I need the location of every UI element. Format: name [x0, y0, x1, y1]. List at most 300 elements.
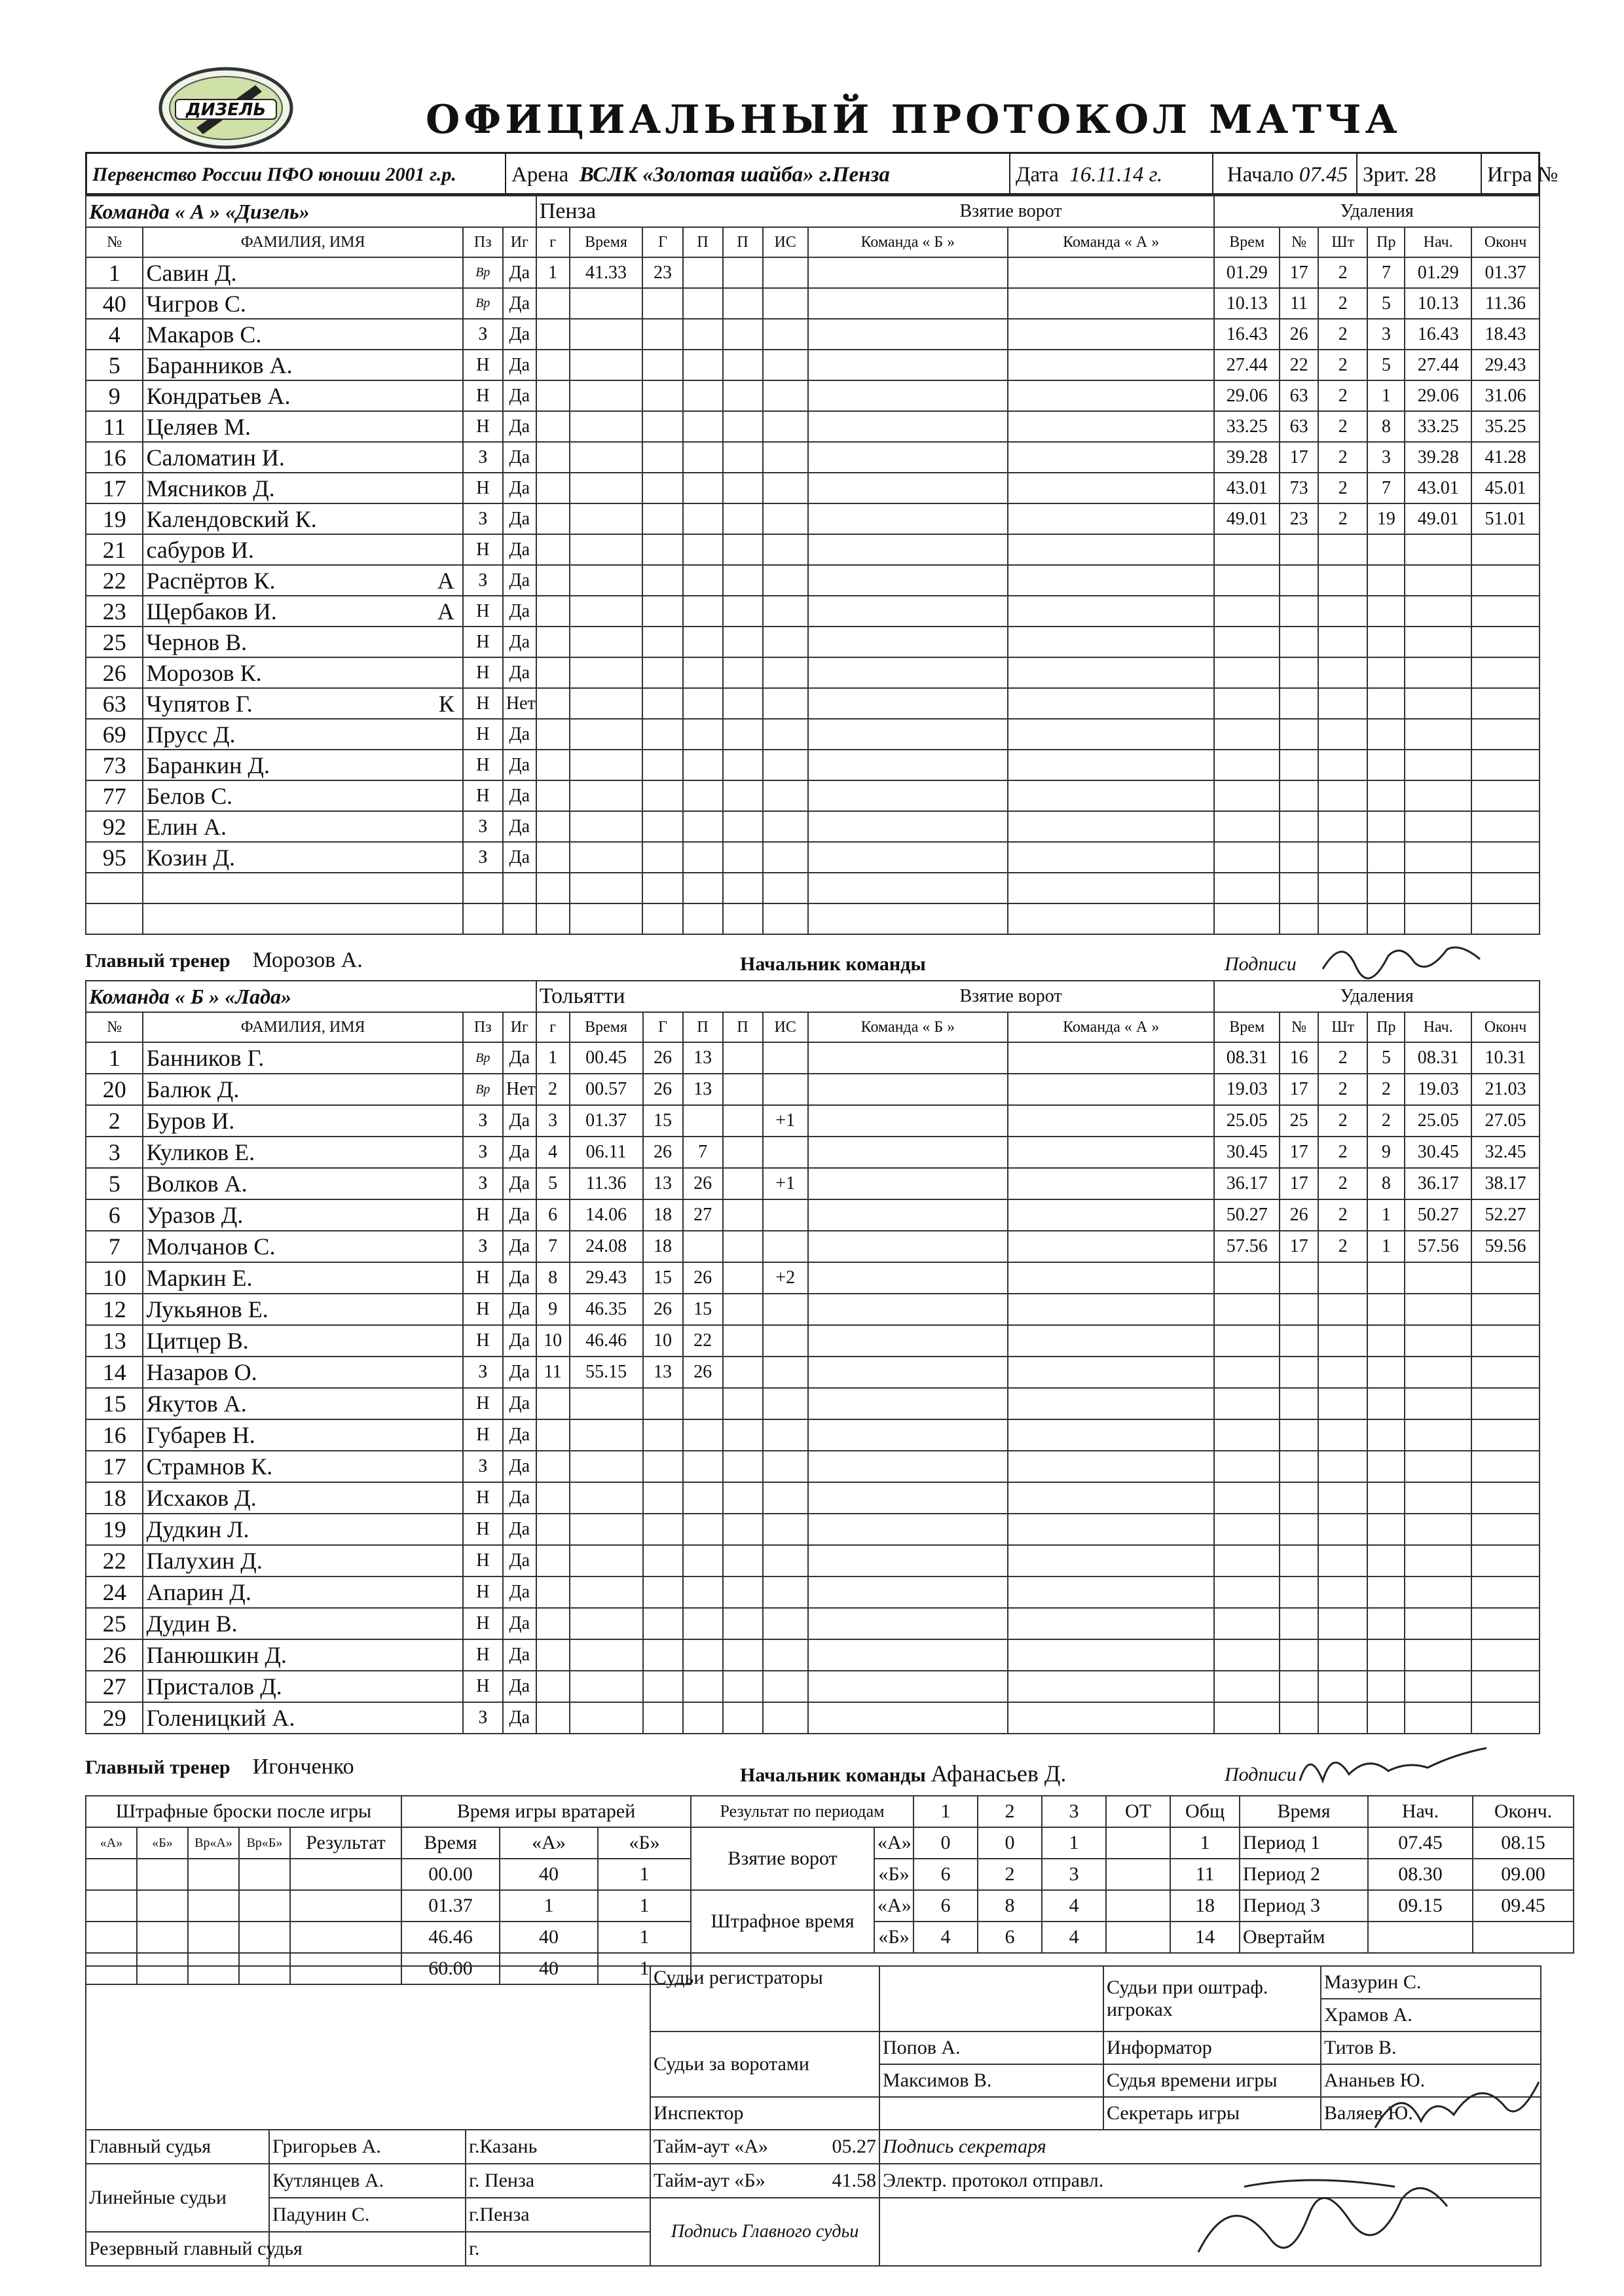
opp-b-cell: [808, 473, 1008, 503]
team-a-player-row: [86, 442, 1540, 473]
player-name: [143, 503, 462, 534]
penalty-no: 73: [1280, 473, 1318, 503]
penalty-start: [1405, 719, 1471, 750]
goal-is: [763, 1042, 808, 1074]
player-played: Да: [503, 657, 536, 688]
penalty-reason: [1367, 1608, 1405, 1639]
goal-p1: [683, 1231, 723, 1262]
goal-p1: [683, 534, 723, 565]
penalty-time: [1214, 1419, 1280, 1451]
penalty-min: [1318, 719, 1367, 750]
period-value: 4: [1042, 1922, 1106, 1953]
goal-is: [763, 350, 808, 380]
goal-g: [536, 750, 570, 780]
goal-g: [643, 1608, 683, 1639]
opp-a-cell: [1008, 1137, 1214, 1168]
penalty-start: 29.06: [1405, 380, 1471, 411]
penalty-min: [1318, 1451, 1367, 1482]
penalty-time: [1214, 657, 1280, 688]
penalty-end: 35.25: [1471, 411, 1540, 442]
player-name: [143, 688, 462, 719]
penalty-reason: [1367, 1576, 1405, 1608]
shootout-cell: [290, 1890, 401, 1922]
player-name-text: Губарев Н.: [146, 1422, 255, 1448]
penalty-reason: [1367, 1388, 1405, 1419]
penalty-min: 2: [1318, 442, 1367, 473]
goal-time: [570, 1545, 643, 1576]
player-played: Да: [503, 1545, 536, 1576]
goal-p1: 26: [683, 1262, 723, 1294]
team-a-signature: [1316, 930, 1486, 982]
goal-g: [536, 350, 570, 380]
penalty-start: [1405, 1482, 1471, 1514]
arena-cell: [506, 154, 1010, 193]
goal-p2: [723, 1325, 763, 1357]
penalty-end: [1471, 780, 1540, 811]
team-b-player-row: [86, 1608, 1540, 1639]
penalty-no: [1280, 873, 1318, 903]
player-number: 1: [86, 1042, 143, 1074]
goalie-time: 60.00: [401, 1953, 500, 1984]
goal-g: [642, 350, 682, 380]
team-b-table: [85, 980, 1540, 1734]
player-number: 14: [86, 1357, 143, 1388]
goal-g: 8: [536, 1262, 570, 1294]
player-position: Н: [463, 380, 503, 411]
team-b-player-row: [86, 1514, 1540, 1545]
player-played: Да: [503, 1231, 536, 1262]
goal-is: [763, 257, 808, 288]
opp-a-cell: [1008, 503, 1214, 534]
player-number: 22: [86, 1545, 143, 1576]
penalty-end: 51.01: [1471, 503, 1540, 534]
team-b-header-9: ИС: [763, 1012, 808, 1042]
shootout-cell: [290, 1922, 401, 1953]
periods-title: Результат по периодам: [691, 1796, 913, 1827]
penalty-min: [1318, 1482, 1367, 1514]
opp-b-cell: [808, 442, 1008, 473]
penalty-no: [1280, 596, 1318, 627]
timeout-b-label: [650, 2164, 879, 2198]
team-b-manager-line: [740, 1760, 1066, 1787]
opp-a-cell: [1008, 1105, 1214, 1137]
opp-b-cell: [808, 1231, 1008, 1262]
team-a-pen-title: Удаления: [1214, 196, 1540, 227]
times-col-2: Оконч.: [1473, 1796, 1574, 1827]
time-label: Период 3: [1240, 1890, 1368, 1922]
player-name: [143, 1451, 462, 1482]
goal-g: 2: [536, 1074, 570, 1105]
penalty-reason: 5: [1367, 350, 1405, 380]
goal-time: [570, 503, 643, 534]
player-played: Да: [503, 1514, 536, 1545]
opp-a-cell: [1008, 1325, 1214, 1357]
penalty-start: [1405, 627, 1471, 657]
period-value: 2: [978, 1859, 1042, 1890]
penalty-no: 17: [1280, 1074, 1318, 1105]
opp-b-cell: [808, 750, 1008, 780]
summary-table: [85, 1795, 1574, 1985]
goal-g: [536, 780, 570, 811]
player-number: 73: [86, 750, 143, 780]
player-name-text: Календовский К.: [146, 505, 317, 532]
penalty-start: 57.56: [1405, 1231, 1471, 1262]
goal-p1: 13: [683, 1042, 723, 1074]
goal-time: [570, 411, 643, 442]
time-label: Овертайм: [1240, 1922, 1368, 1953]
times-col-0: Время: [1240, 1796, 1368, 1827]
goal-p1: [683, 903, 723, 934]
player-name-text: Лукьянов Е.: [146, 1296, 268, 1322]
team-a-player-row: [86, 503, 1540, 534]
player-number: 18: [86, 1482, 143, 1514]
head-ref: Григорьев А.: [269, 2130, 466, 2164]
goal-p1: [683, 257, 723, 288]
player-number: 25: [86, 1608, 143, 1639]
penalty-time: 29.06: [1214, 380, 1280, 411]
penalty-time: 43.01: [1214, 473, 1280, 503]
player-number: 17: [86, 1451, 143, 1482]
penalty-reason: [1367, 811, 1405, 842]
opp-b-cell: [808, 319, 1008, 350]
player-position: Н: [463, 411, 503, 442]
goal-time: [570, 1576, 643, 1608]
reserve-ref-city: г.: [466, 2232, 650, 2266]
goal-g: [536, 1514, 570, 1545]
player-played: Да: [503, 780, 536, 811]
goal-p2: [723, 319, 763, 350]
player-position: Н: [463, 1262, 503, 1294]
opp-b-cell: [808, 350, 1008, 380]
player-number: 21: [86, 534, 143, 565]
penalty-time: [1214, 596, 1280, 627]
player-name: [143, 657, 462, 688]
player-name-text: Панюшкин Д.: [146, 1642, 287, 1668]
goal-is: [763, 1608, 808, 1639]
penalty-time: [1214, 780, 1280, 811]
opp-a-cell: [1008, 627, 1214, 657]
linesmen-label: Линейные судьи: [86, 2164, 269, 2232]
goal-p2: [723, 503, 763, 534]
team-b-header-10: Команда « Б »: [808, 1012, 1008, 1042]
goal-g: [536, 380, 570, 411]
team-a-header-9: ИС: [763, 227, 808, 257]
opp-b-cell: [808, 1105, 1008, 1137]
goal-g: [536, 596, 570, 627]
penalty-start: 39.28: [1405, 442, 1471, 473]
penalty-end: 10.31: [1471, 1042, 1540, 1074]
penalty-reason: [1367, 534, 1405, 565]
player-position: Н: [463, 350, 503, 380]
start-cell: [1213, 154, 1357, 193]
penalty-start: 49.01: [1405, 503, 1471, 534]
penalty-start: [1405, 657, 1471, 688]
goal-g: [642, 688, 682, 719]
goal-g: [536, 1639, 570, 1671]
player-played: Да: [503, 1419, 536, 1451]
penalty-reason: [1367, 688, 1405, 719]
opp-a-cell: [1008, 1514, 1214, 1545]
goal-p2: [723, 565, 763, 596]
period-value: [1106, 1922, 1170, 1953]
goal-g: [642, 319, 682, 350]
goal-p1: 15: [683, 1294, 723, 1325]
penalty-no: [1280, 1576, 1318, 1608]
goal-g: 26: [643, 1294, 683, 1325]
team-b-player-row: [86, 1671, 1540, 1702]
penalty-no: [1280, 1482, 1318, 1514]
goal-p2: [723, 1576, 763, 1608]
penalty-start: 10.13: [1405, 288, 1471, 319]
opp-a-cell: [1008, 719, 1214, 750]
penalty-min: [1318, 596, 1367, 627]
goal-g: 9: [536, 1294, 570, 1325]
team-b-player-row: [86, 1357, 1540, 1388]
player-name: [143, 1137, 462, 1168]
penalty-start: [1405, 1451, 1471, 1482]
penalty-time: [1214, 1451, 1280, 1482]
player-name-text: Щербаков И.: [146, 598, 277, 625]
player-name: [143, 719, 462, 750]
opp-a-cell: [1008, 473, 1214, 503]
opp-b-cell: [808, 1168, 1008, 1199]
penalty-no: [1280, 903, 1318, 934]
opp-b-cell: [808, 1514, 1008, 1545]
player-played: Да: [503, 1608, 536, 1639]
player-name: [143, 1325, 462, 1357]
team-a-player-row: [86, 842, 1540, 873]
opp-b-cell: [808, 842, 1008, 873]
penalty-end: [1471, 1545, 1540, 1576]
player-position: З: [463, 442, 503, 473]
opp-a-cell: [1008, 842, 1214, 873]
period-col-3: ОТ: [1106, 1796, 1170, 1827]
team-b-player-row: [86, 1105, 1540, 1137]
goal-g: 13: [643, 1357, 683, 1388]
penalty-end: 18.43: [1471, 319, 1540, 350]
head-ref-city: г.Казань: [466, 2130, 650, 2164]
linesman-1: Кутлянцев А.: [269, 2164, 466, 2198]
period-value: 0: [978, 1827, 1042, 1859]
opp-b-cell: [808, 1325, 1008, 1357]
goal-time: 01.37: [570, 1105, 643, 1137]
goal-g: [642, 811, 682, 842]
goal-g: [643, 1388, 683, 1419]
goal-time: [570, 811, 643, 842]
goal-g: [536, 657, 570, 688]
player-name-text: сабуров И.: [146, 536, 254, 563]
player-played: Да: [503, 380, 536, 411]
time-label: Период 2: [1240, 1859, 1368, 1890]
player-name: [143, 1514, 462, 1545]
team-b-header-14: Шт: [1318, 1012, 1367, 1042]
goal-is: [763, 1451, 808, 1482]
player-number: 10: [86, 1262, 143, 1294]
penalty-min: 2: [1318, 1074, 1367, 1105]
time-start: 08.30: [1368, 1859, 1473, 1890]
player-played: Нет: [503, 688, 536, 719]
player-number: 5: [86, 350, 143, 380]
penalty-time: [1214, 1545, 1280, 1576]
team-b-player-row: [86, 1388, 1540, 1419]
goal-time: [570, 350, 643, 380]
goal-p2: [723, 473, 763, 503]
player-position: Н: [463, 1639, 503, 1671]
player-name: [143, 442, 462, 473]
team-a-coach-line: [85, 948, 363, 973]
team-b-city: Тольятти: [536, 981, 808, 1012]
goal-p2: [723, 1042, 763, 1074]
start-label: Начало: [1227, 163, 1294, 187]
penalty-min: [1318, 1388, 1367, 1419]
penalty-no: 17: [1280, 1231, 1318, 1262]
penalty-start: 30.45: [1405, 1137, 1471, 1168]
penalty-start: 16.43: [1405, 319, 1471, 350]
goal-g: [642, 534, 682, 565]
penalty-reason: [1367, 1419, 1405, 1451]
player-position: З: [463, 1105, 503, 1137]
penalty-no: [1280, 1419, 1318, 1451]
player-name: [143, 596, 462, 627]
period-value: 4: [1042, 1890, 1106, 1922]
team-a-player-row: [86, 627, 1540, 657]
goal-g: [536, 473, 570, 503]
goal-is: [763, 1137, 808, 1168]
penalty-start: [1405, 1671, 1471, 1702]
blank-officials-area-2: [86, 2032, 650, 2064]
penalty-end: [1471, 1576, 1540, 1608]
goal-g: 15: [643, 1105, 683, 1137]
goal-g: [536, 903, 570, 934]
period-value: [1106, 1859, 1170, 1890]
player-number: 24: [86, 1576, 143, 1608]
captain-mark: А: [437, 598, 454, 625]
goal-p1: [683, 1639, 723, 1671]
goal-g: 11: [536, 1357, 570, 1388]
team-a-player-row: [86, 534, 1540, 565]
penalty-start: 33.25: [1405, 411, 1471, 442]
player-number: 19: [86, 503, 143, 534]
penalty-start: [1405, 1325, 1471, 1357]
penalty-start: 25.05: [1405, 1105, 1471, 1137]
penalty-time: 39.28: [1214, 442, 1280, 473]
penalty-start: [1405, 1639, 1471, 1671]
penalty-min: 2: [1318, 1105, 1367, 1137]
penalty-start: 01.29: [1405, 257, 1471, 288]
team-b-header-13: №: [1280, 1012, 1318, 1042]
player-number: 16: [86, 1419, 143, 1451]
player-name-text: Целяев М.: [146, 413, 251, 440]
player-position: Вр: [463, 1074, 503, 1105]
penalty-min: 2: [1318, 319, 1367, 350]
goal-g: 6: [536, 1199, 570, 1231]
opp-b-cell: [808, 596, 1008, 627]
player-number: 15: [86, 1388, 143, 1419]
period-value: 11: [1170, 1859, 1240, 1890]
opp-a-cell: [1008, 1199, 1214, 1231]
penalty-min: 2: [1318, 1042, 1367, 1074]
player-played: Да: [503, 1482, 536, 1514]
opp-b-cell: [808, 257, 1008, 288]
goal-g: [536, 688, 570, 719]
player-position: З: [463, 1702, 503, 1734]
shootout-cell: [188, 1859, 239, 1890]
player-name-text: Белов С.: [146, 782, 233, 809]
player-position: Н: [463, 1325, 503, 1357]
goal-is: [763, 1545, 808, 1576]
penalty-no: [1280, 1545, 1318, 1576]
player-name-text: Банников Г.: [146, 1045, 265, 1071]
penalty-time: [1214, 750, 1280, 780]
goal-p1: [683, 873, 723, 903]
penalty-time: 33.25: [1214, 411, 1280, 442]
penalty-start: [1405, 842, 1471, 873]
goal-g: [643, 1671, 683, 1702]
team-a-header-8: П: [723, 227, 763, 257]
opp-b-cell: [808, 1639, 1008, 1671]
player-played: [503, 873, 536, 903]
player-name: [143, 1608, 462, 1639]
period-value: 14: [1170, 1922, 1240, 1953]
goal-p1: 22: [683, 1325, 723, 1357]
penalty-end: [1471, 1702, 1540, 1734]
goal-p1: [683, 1451, 723, 1482]
goal-g: [643, 1451, 683, 1482]
player-number: 16: [86, 442, 143, 473]
goal-time: [570, 1388, 643, 1419]
goal-is: [763, 596, 808, 627]
player-name: [143, 1357, 462, 1388]
player-played: Да: [503, 1576, 536, 1608]
penalty-no: [1280, 657, 1318, 688]
penalty-reason: [1367, 1671, 1405, 1702]
player-played: Да: [503, 811, 536, 842]
opp-a-cell: [1008, 1294, 1214, 1325]
penalty-no: 17: [1280, 257, 1318, 288]
goal-g: 26: [643, 1042, 683, 1074]
goal-is: [763, 1419, 808, 1451]
player-name: [143, 842, 462, 873]
penalty-start: [1405, 1702, 1471, 1734]
penalty-min: 2: [1318, 380, 1367, 411]
player-position: Н: [463, 627, 503, 657]
player-played: Да: [503, 1388, 536, 1419]
penalty-min: [1318, 1671, 1367, 1702]
player-played: Да: [503, 1262, 536, 1294]
penalty-time: 36.17: [1214, 1168, 1280, 1199]
goal-p2: [723, 534, 763, 565]
goal-p2: [723, 1608, 763, 1639]
penalty-time: [1214, 1576, 1280, 1608]
penalty-start: [1405, 1576, 1471, 1608]
electronic-protocol: Электр. протокол отправл.: [879, 2164, 1541, 2198]
goal-g: [642, 596, 682, 627]
opp-a-cell: [1008, 380, 1214, 411]
goal-g: [536, 534, 570, 565]
player-number: 26: [86, 657, 143, 688]
penalty-end: 52.27: [1471, 1199, 1540, 1231]
shootout-cell: [86, 1922, 137, 1953]
penalty-end: 21.03: [1471, 1074, 1540, 1105]
goal-is: [763, 1357, 808, 1388]
goal-p1: [683, 688, 723, 719]
team-a-manager-line: [740, 953, 926, 975]
team-a-header-11: Команда « А »: [1008, 227, 1214, 257]
player-name: [143, 780, 462, 811]
inspector-label: Инспектор: [650, 2097, 879, 2130]
goal-time: [570, 719, 643, 750]
goal-is: [763, 1074, 808, 1105]
